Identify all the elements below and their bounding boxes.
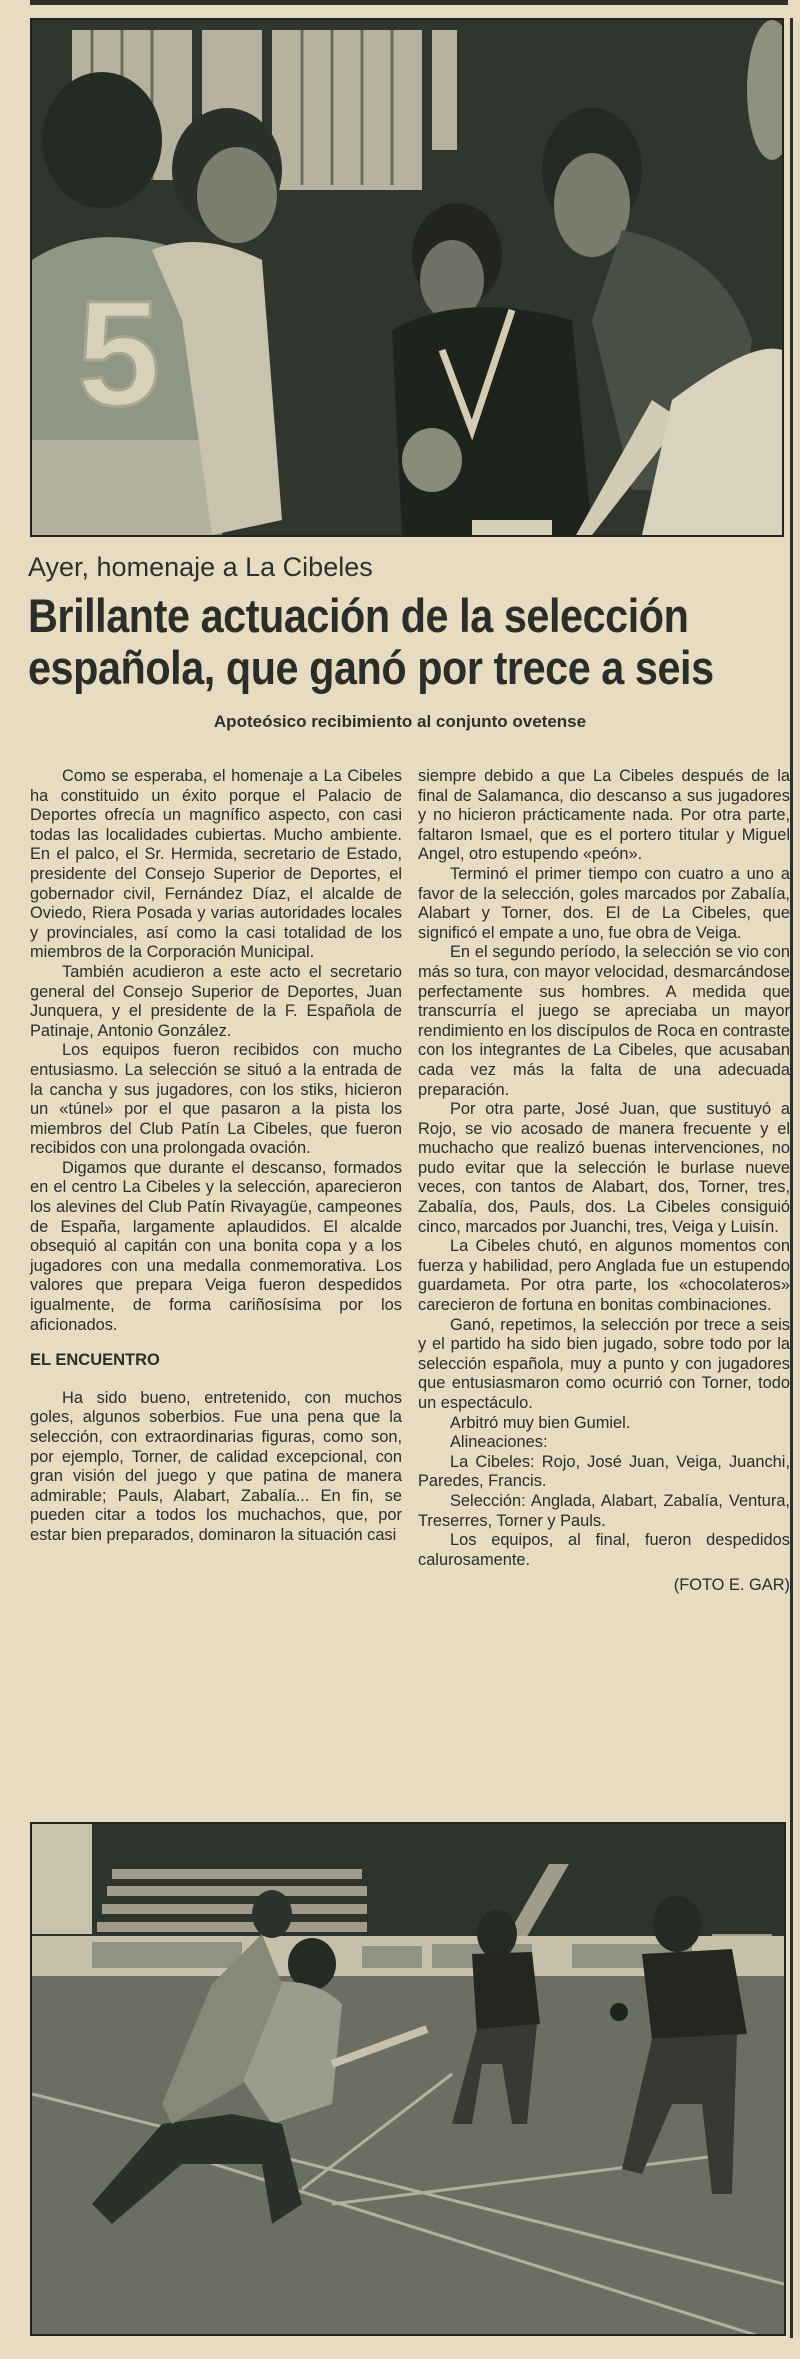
- paragraph: Los equipos fueron recibidos con mucho entusiasmo. La selección se situó a la entrada de la cancha y sus jugadores, con los stiks, hicieron un «túnel» por el que pasaron a la pista los miembros del Club Patín La Cibeles, que fueron recibidos con una prolongada ovación.: [30, 1041, 402, 1158]
- paragraph: En el segundo período, la selección se vio con más so tura, con mayor velocidad, desmarcándose perfectamente sus hombres. A medida que transcurría el juego se apreciaba un mayor rendimiento en los discípulos de Roca en contraste con los integrantes de La Cibeles, que acusaban cada vez más la falta de una adecuada preparación.: [418, 943, 790, 1099]
- paragraph-continued: siempre debido a que La Cibeles después de la final de Salamanca, dio descanso a sus jugadores y no hicieron prácticamente nada. Por otra parte, faltaron Ismael, que es el portero titular y Miguel Angel, otro estupendo «peón».: [418, 767, 790, 864]
- paragraph: Como se esperaba, el homenaje a La Cibeles ha constituido un éxito porque el Palacio de Deportes ofrecía un magnífico aspecto, con casi todas las localidades cubiertas. Mucho ambiente. En el palco, el Sr. Hermida, secretario de Estado, presidente del Consejo Superior de Deportes, el gobernador civil, Fernández Díaz, el alcalde de Oviedo, Riera Posada y varias autoridades locales y provinciales, así como la casi totalidad de los miembros de la Corporación Municipal.: [30, 767, 402, 962]
- photo-bottom-illustration: [32, 1824, 784, 2334]
- article-kicker: Ayer, homenaje a La Cibeles: [28, 552, 373, 582]
- jersey-number: 5: [77, 269, 161, 437]
- paragraph: También acudieron a este acto el secretario general del Consejo Superior de Deportes, Juan Junquera, y el presidente de la F. Española de Patinaje, Antonio González.: [30, 962, 402, 1040]
- paragraph: Ganó, repetimos, la selección por trece a seis y el partido ha sido bien jugado, sobre todo por la selección española, muy a punto y con jugadores que entusiasmaron como ocurrió con Torner, todo un espectáculo.: [418, 1315, 790, 1412]
- paragraph: Digamos que durante el descanso, formados en el centro La Cibeles y la selección, aparecieron los alevines del Club Patín Rivayagüe, campeones de España, largamente aplaudidos. El alcalde obsequió al capitán con una bonita copa y a los jugadores con una medalla conmemorativa. Los valores que prepara Veiga fueron despedidos igualmente, de forma cariñosísima por los aficionados.: [30, 1158, 402, 1334]
- headline-line-2: española, que ganó por trece a seis: [28, 641, 714, 694]
- article-headline: [28, 589, 714, 694]
- paragraph: Los equipos, al final, fueron despedidos calurosamente.: [418, 1531, 790, 1569]
- lineup-la-cibeles: La Cibeles: Rojo, José Juan, Veiga, Juanchi, Paredes, Francis.: [418, 1452, 790, 1491]
- paragraph: Terminó el primer tiempo con cuatro a uno a favor de la selección, goles marcados por Zabalía, Alabart y Torner, dos. El de La Cibeles, que significó el empate a uno, fue obra de Veiga.: [418, 864, 790, 942]
- section-heading: EL ENCUENTRO: [30, 1351, 160, 1370]
- headline-line-1: Brillante actuación de la selección: [28, 589, 689, 642]
- top-border-rule: [30, 0, 788, 5]
- photo-credit: (FOTO E. GAR): [673, 1576, 790, 1595]
- photo-team-captains-ceremony: [30, 18, 784, 537]
- lineup-seleccion: Selección: Anglada, Alabart, Zabalía, Ventura, Treserres, Torner y Pauls.: [418, 1491, 790, 1530]
- paragraph: Ha sido bueno, entretenido, con muchos goles, algunos soberbios. Fue una pena que la selección, con extraordinarias figuras, como son, por ejemplo, Torner, de calidad excepcional, con gran visión del juego y que patina de manera admirable; Pauls, Alabart, Zabalía... En fin, se pueden citar a todos los muchachos, que, por estar bien preparados, dominaron la situación casi: [30, 1388, 402, 1544]
- photo-top-illustration: [32, 20, 782, 535]
- paragraph: La Cibeles chutó, en algunos momentos con fuerza y habilidad, pero Anglada fue un estupendo guardameta. Por otra parte, los «chocolateros» carecieron de fortuna en bonitas combinaciones.: [418, 1237, 790, 1315]
- photo-ball: [610, 2003, 628, 2021]
- photo-match-action: [30, 1822, 786, 2336]
- article-subhead: Apoteósico recibimiento al conjunto ovetense: [213, 712, 587, 731]
- paragraph: Arbitró muy bien Gumiel.: [450, 1413, 631, 1432]
- paragraph: Por otra parte, José Juan, que sustituyó a Rojo, se vio acosado de manera frecuente y el muchacho que realizó buenas intervenciones, no pudo evitar que la selección le burlase nueve veces, con tantos de Alabart, dos, Torner, tres, Zabalía, dos, Pauls, dos. La Cibeles consiguió cinco, marcados por Juanchi, tres, Veiga y Luisín.: [418, 1100, 790, 1236]
- article-column-right: [418, 767, 790, 1596]
- column-rule-right: [790, 18, 793, 2338]
- article-column-left: [30, 767, 402, 1546]
- paragraph: Alineaciones:: [450, 1433, 548, 1452]
